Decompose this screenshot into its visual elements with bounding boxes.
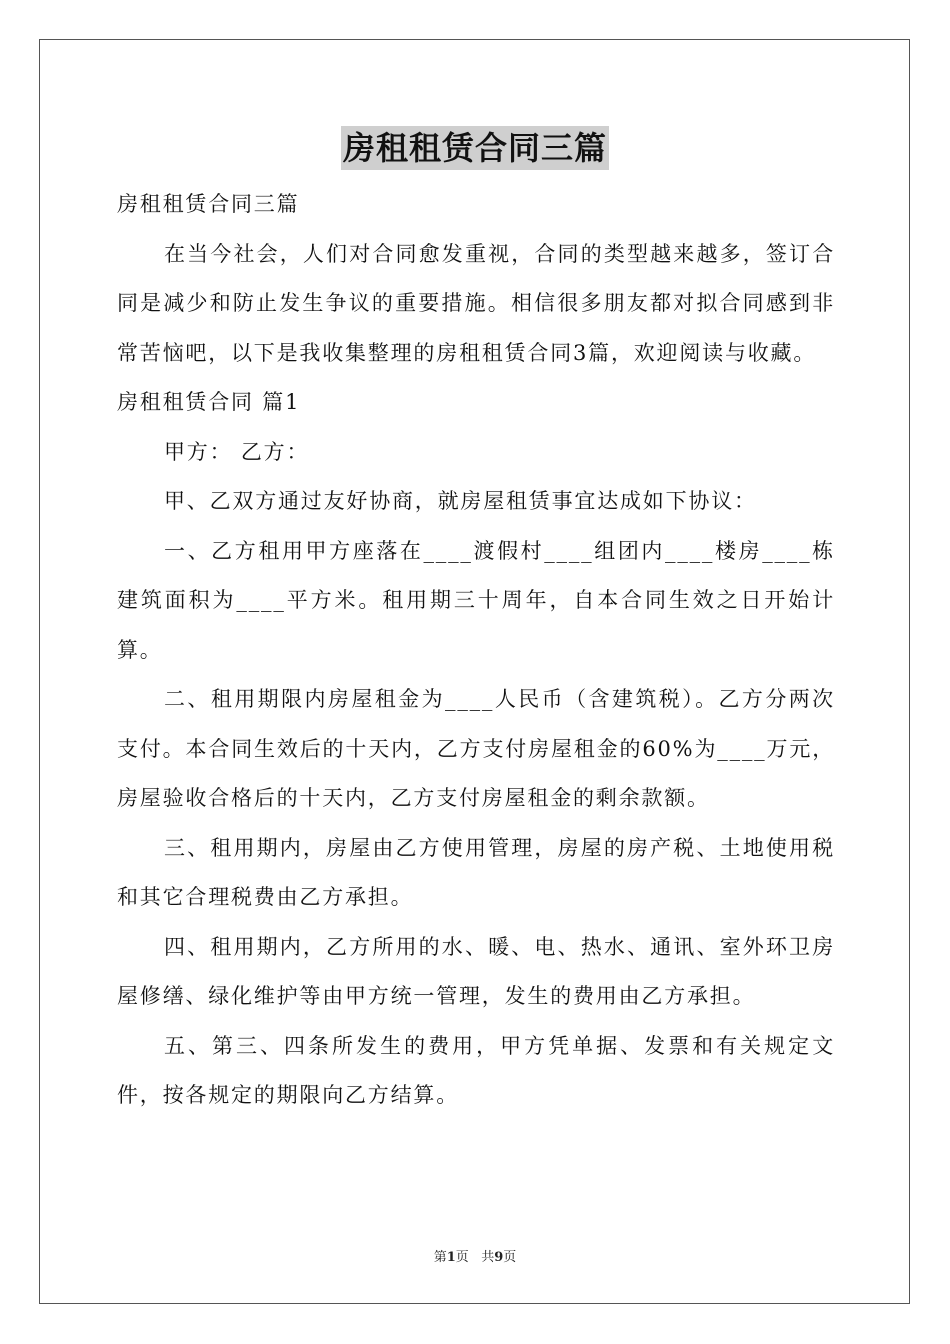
clause-1-paragraph: 一、乙方租用甲方座落在____渡假村____组团内____楼房____栋建筑面积为____平方米。租用期三十周年，自本合同生效之日开始计算。 [117, 538, 835, 662]
section-heading: 房租租赁合同 篇1 [117, 390, 301, 414]
document-title: 房租租赁合同三篇 [341, 126, 609, 170]
clause-3-paragraph: 三、租用期内，房屋由乙方使用管理，房屋的房产税、土地使用税和其它合理税费由乙方承担。 [117, 835, 835, 909]
page-suffix: 页 [455, 1250, 469, 1265]
agreement-paragraph: 甲、乙双方通过友好协商，就房屋租赁事宜达成如下协议： [164, 489, 757, 513]
total-suffix: 页 [503, 1250, 517, 1265]
page-footer [0, 1246, 950, 1265]
clause-4-paragraph: 四、租用期内，乙方所用的水、暖、电、热水、通讯、室外环卫房屋修缮、绿化维护等由甲方统一管理，发生的费用由乙方承担。 [117, 934, 835, 1008]
total-pages: 9 [494, 1250, 504, 1265]
clause-5-paragraph: 五、第三、四条所发生的费用，甲方凭单据、发票和有关规定文件，按各规定的期限向乙方结算。 [117, 1033, 835, 1107]
page-number: 1 [446, 1250, 456, 1265]
subtitle-paragraph: 房租租赁合同三篇 [117, 192, 300, 216]
total-prefix: 共 [481, 1250, 495, 1265]
page-prefix: 第 [433, 1250, 447, 1265]
parties-paragraph: 甲方： 乙方： [164, 439, 310, 464]
clause-2-paragraph: 二、租用期限内房屋租金为____人民币（含建筑税）。乙方分两次支付。本合同生效后的十天内，乙方支付房屋租金的60%为____万元，房屋验收合格后的十天内，乙方支付房屋租金的剩余款额。 [117, 687, 835, 810]
intro-paragraph: 在当今社会，人们对合同愈发重视，合同的类型越来越多，签订合同是减少和防止发生争议的重要措施。相信很多朋友都对拟合同感到非常苦恼吧，以下是我收集整理的房租租赁合同3篇，欢迎阅读与收藏。 [117, 241, 835, 365]
document-body [117, 180, 835, 1121]
title-wrap [0, 126, 950, 170]
